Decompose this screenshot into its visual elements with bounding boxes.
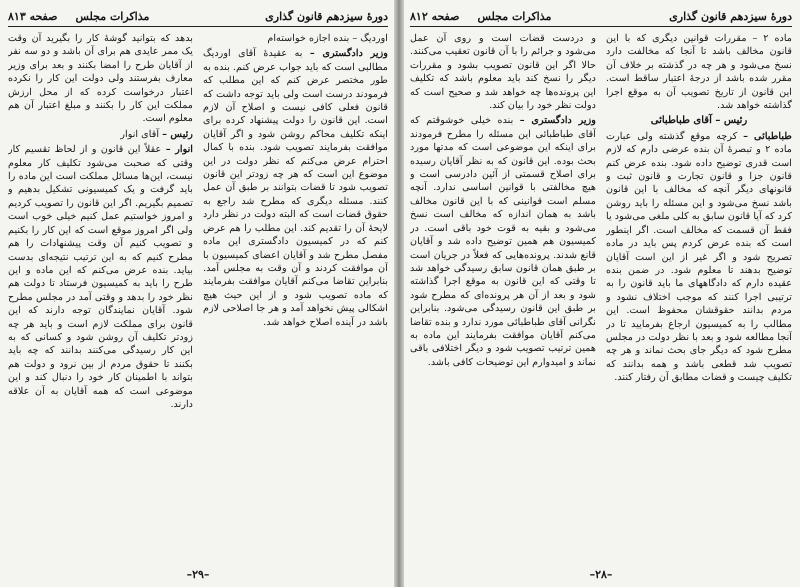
left-page-column-right — [203, 32, 388, 564]
right-page-header — [410, 6, 792, 27]
book-gutter — [394, 0, 404, 587]
left-page — [8, 6, 388, 584]
speaker-name: طباطبائی – — [743, 130, 792, 142]
left-page-columns — [8, 32, 388, 564]
speaker-name: رئیس – — [162, 128, 193, 140]
paragraph — [410, 114, 596, 369]
left-page-number: –۲۹– — [186, 568, 210, 581]
paragraph-text: بنده خیلی خوشوقتم که آقای طباطبائی این مسئله را مطرح فرمودند برای اینکه این موضوعی است که مدتها مورد بحث بوده. این قانون که به نظر آقایان رسیده برای اصلاح قسمتی از آئین دادرسی است و هیچ مخالفتی با قوانین اساسی ندارد. آنچه مسلم است قوانینی که با این قانون مخالف باشد به همان اندازه که مخالف است نسخ می‌شود و بقیه به قوت خود باقی است. در کمیسیون هم همین توضیح داده شد و آقایان قانع شدند. پرونده‌هایی که فعلاً در جریان است بر طبق همان قانون سابق رسیدگی خواهد شد تا وقتی که این قانون به موقع اجرا گذاشته شود و بعد از آن هر پرونده‌ای که مطرح شود بر طبق این قانون رسیدگی می‌شود. بنابراین نگرانی آقای طباطبائی مورد ندارد و بنده تقاضا می‌کنم آقایان موافقت بفرمایند این ماده به همین ترتیب تصویب شود و دیگر اختلافی باقی نماند و امیدوارم این توضیحات کافی باشد. — [410, 115, 596, 368]
right-page-number: –۲۸– — [589, 568, 613, 581]
paragraph-text: و دردست قضات است و روی آن عمل می‌شود و جرائم را با آن قانون تعقیب می‌کنند. حالا اگر این قانون تصویب بشود و مقررات دیگر را نسخ کند باید معلوم باشد که تکلیف این پرونده‌ها چه خواهد شد و صحیح است که دولت نظر خود را بیان کند. — [410, 33, 596, 112]
left-page-session: دورهٔ سیزدهم قانون گذاری — [265, 9, 388, 23]
paragraph — [203, 47, 388, 329]
speaker-name: وزیر دادگستری – — [309, 48, 388, 60]
paragraph-text: کرچه موقع گذشته ولی عبارت ماده ۲ و تبصرهٔ آن بنده عرضی دارم که لازم است قدری توضیح داده شود. بنده عرض کنم قانون جزا و قانون تجارت و قانون ثبت و قانونهای دیگر آنچه که مخالف با این قانون باشد نسخ می‌شود و این مسئله را باید روشن کرد که آیا قانون سابق به کلی ملغی می‌شود یا فقط آن قسمت که مخالف است. اگر اینطور است که بنده عرض کردم پس باید در ماده تصریح شود و اگر غیر از این است آقایان توضیح بدهند تا معلوم شود. در ضمن بنده عقیده دارم که دادگاههای ما باید قانون را به ترتیبی اجرا کنند که موجب اختلاف نشود و مردم بدانند حقوقشان محفوظ است. این مطالب را به کمیسیون ارجاع بفرمایید تا در آنجا مطالعه شود و بعد با نظر دولت در مجلس مطرح شود که دیگر جای بحث نماند و هر چه تصویب شد قطعی باشد و همه بدانند که تکلیف چیست و قضات مطابق آن رفتار کنند. — [606, 130, 792, 384]
left-page-header — [8, 6, 388, 27]
paragraph-text: عقلاً این قانون و از لحاظ تقسیم کار وقتی که صحبت می‌شود تکلیف کار معلوم نیست، این‌ها مسائل مملکت است این ماده را باید گرفت و یک کمیسیونی تشکیل بدهیم و تصمیم بگیریم. اگر این قانون را تصویب کردیم و امروز خواستیم عمل کنیم خیلی خوب است ولی اگر امروز موقع است که این کار را بکنیم و تصویب کنیم آن وقت پیشنهادات را هم مطرح کنیم که به این ترتیب نتیجه‌ای بدست بیاید. بنده عرض می‌کنم که این ماده و این طرح را باید به کمیسیون فرستاد تا دولت هم نظر خود را بدهد و وقتی آمد در مجلس مطرح شود. آقایان نمایندگان توجه دارند که این قانون برای مملکت لازم است و باید هر چه زودتر تکلیف آن روشن شود و کسانی که به این کار رسیدگی می‌کنند بدانند که چه باید بکنند تا حقوق مردم از بین نرود و دولت هم بتواند با اطمینان کار خود را دنبال کند و این موضوعی است که همه آقایان به آن علاقه دارند. — [8, 144, 193, 410]
paragraph-text: به عقیدهٔ آقای اوردیگ مطالبی است که باید جواب عرض کنم. بنده به طور مختصر عرض کنم که این مطلب که فرمودند درست است ولی باید توجه داشت که قانون فعلی کافی نیست و اصلاح آن لازم است. این قانون را دولت پیشنهاد کرده برای اینکه تکلیف محاکم روشن شود و اگر آقایان موافقت بفرمایند تصویب شود. بنده با کمال احترام عرض می‌کنم که نظر دولت در این موضوع این است که هر چه زودتر این قانون تصویب شود تا قضات بتوانند بر طبق آن عمل کنند. مسئله دیگری که مطرح شد راجع به حقوق قضات است که البته دولت در نظر دارد لایحهٔ آن را تقدیم کند. این مطلب را هم عرض کنم که در کمیسیون دادگستری این ماده مفصل مطرح شد و آقایان اعضای کمیسیون با آن موافقت کردند و آن وقت به مجلس آمد. بنابراین تقاضا می‌کنم آقایان موافقت بفرمایند که ماده تصویب شود و از این حیث هیچ اشکالی پیش نخواهد آمد و هر جا اصلاحی لازم باشد در آینده اصلاح خواهد شد. — [203, 48, 388, 328]
right-page-column-right — [606, 32, 792, 564]
paragraph — [606, 130, 792, 385]
paragraph-text: اوردیگ – بنده اجازه خواسته‌ام — [267, 33, 388, 44]
paragraph — [8, 32, 193, 126]
paragraph — [606, 32, 792, 112]
paragraph — [203, 32, 388, 45]
right-page-title: مذاکرات مجلس — [477, 9, 552, 23]
right-page-label: صفحه ۸۱۲ — [410, 9, 460, 23]
paragraph-text: بدهد که بتوانید گوشهٔ کار را بگیرید آن وقت یک ممر عایدی هم برای آن باشد و دو سه نفر از آقایان طرح را امضا بکنند و بعد برای وزیر معارف بفرستند ولی دولت این کار را نکرده اعتبار درخواست کرده که از محل ارزش مملکت این کار را بکنند و مبلغ اعتبار آن هم معلوم است. — [8, 33, 193, 125]
paragraph — [8, 128, 193, 141]
right-page-session: دورهٔ سیزدهم قانون گذاری — [669, 9, 792, 23]
paragraph-text: آقای انوار — [120, 128, 160, 140]
paragraph — [606, 114, 792, 127]
paragraph — [8, 143, 193, 411]
left-page-column-left — [8, 32, 193, 564]
speaker-name: رئیس – — [715, 115, 748, 127]
speaker-name: انوار – — [165, 144, 193, 156]
right-page — [410, 6, 792, 584]
speaker-name: وزیر دادگستری – — [519, 115, 596, 127]
paragraph-text: ماده ۲ – مقررات قوانین دیگری که با این قانون مخالف باشد تا آنجا که مخالفت دارد نسخ می‌شود و هر چه در گذشته بر خلاف آن مقرر شده باشد از درجهٔ اعتبار ساقط است. این قانون از تاریخ تصویب آن به موقع اجرا گذاشته خواهد شد. — [606, 33, 792, 112]
left-page-label: صفحه ۸۱۳ — [8, 9, 58, 23]
right-page-column-left — [410, 32, 596, 564]
right-page-columns — [410, 32, 792, 564]
paragraph — [410, 32, 596, 112]
left-page-title: مذاکرات مجلس — [75, 9, 150, 23]
paragraph-text: آقای طباطبائی — [650, 115, 712, 127]
